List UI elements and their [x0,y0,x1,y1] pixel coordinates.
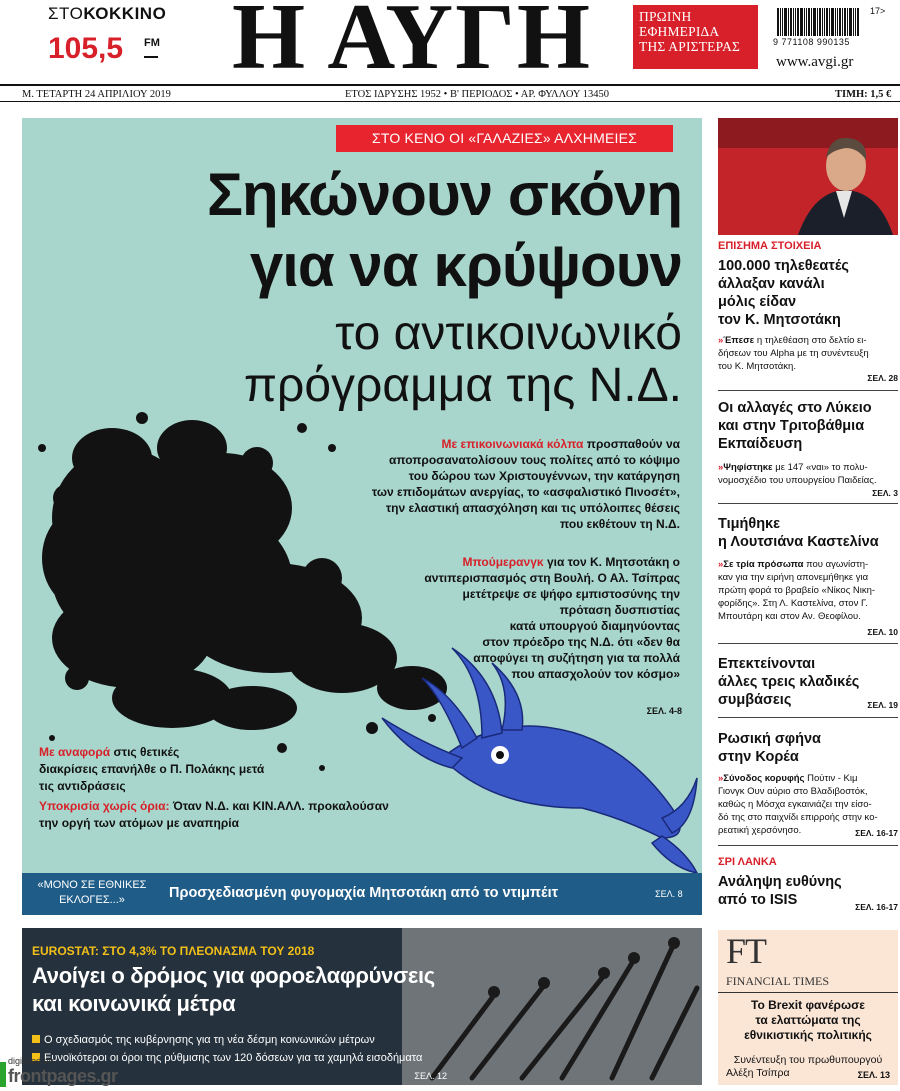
chevron-right-icon: » [718,335,724,346]
barcode-bar [780,8,781,36]
debate-page-ref: ΣΕΛ. 8 [655,889,683,899]
sidebar-page-ref: ΣΕΛ. 28 [867,373,898,383]
barcode-bar [837,8,838,36]
body-line: του Κ. Μητσοτάκη. [718,361,796,372]
barcode-bar [835,8,836,36]
tagline-line: ΤΗΣ ΑΡΙΣΤΕΡΑΣ [639,39,741,54]
sidebar-divider [718,845,898,846]
barcode-bar [857,8,859,36]
body-line: φορίδης». Στη Λ. Καστελίνα, στον Γ. [718,598,868,609]
headline-line: Εκπαίδευση [718,436,803,452]
body-line: ρεατική χερσόνησο. [718,825,802,836]
barcode-bar [806,8,807,36]
headline-line: η Λουτσιάνα Καστελίνα [718,534,879,550]
sidebar-kicker: ΕΠΙΣΗΜΑ ΣΤΟΙΧΕΙΑ [718,240,822,252]
barcode [777,8,877,36]
paragraph-line: για τον Κ. Μητσοτάκη ο [546,555,680,569]
feature-headline-line[interactable]: το αντικοινωνικό [335,307,682,360]
issue-date: Μ. ΤΕΤΑΡΤΗ 24 ΑΠΡΙΛΙΟΥ 2019 [22,89,171,100]
barcode-bar [784,8,787,36]
headline-line: τα ελαττώματα της [755,1013,861,1027]
barcode-bar [790,8,792,36]
debate-quote [27,878,157,908]
barcode-bar [824,8,825,36]
debate-bar[interactable] [22,873,702,915]
barcode-bar [793,8,794,36]
headline-line: και κοινωνικά μέτρα [32,991,236,1016]
headline-line: Ρωσική σφήνα [718,731,821,747]
barcode-bar [849,8,852,36]
chevron-right-icon: » [718,773,724,784]
sidebar-headline[interactable] [718,730,821,766]
headline-line: 100.000 τηλεθεατές [718,258,849,274]
barcode-bar [800,8,803,36]
bullet-text: Ευνοϊκότεροι οι όροι της ρύθμισης των 120 δόσεων για τα χαμηλά εισοδήματα [44,1052,423,1064]
chevron-right-icon: » [718,462,724,473]
body-line: με 147 «ναι» το πολυ- [775,462,868,473]
body-line: δό της στο παιχνίδι επιρροής στην κο- [718,812,878,823]
paragraph-line: του δώρου των Χριστουγέννων, την κατάργηση [408,469,680,483]
note-line: την οργή των ατόμων με αναπηρία [39,816,239,830]
headline-line: Το Brexit φανέρωσε [751,998,865,1012]
body-line: πρώτη φορά το βραβείο «Νίκος Νικη- [718,585,876,596]
radio-ad[interactable] [48,4,173,76]
left-note-2 [39,798,389,832]
note-line: Όταν Ν.Δ. και ΚΙΝ.ΑΛΛ. προκαλούσαν [172,799,389,813]
watermark-bar [0,1062,6,1087]
headline-line: Οι αλλαγές στο Λύκειο [718,400,872,416]
left-note-1 [39,744,264,795]
note-line: τις αντιδράσεις [39,779,126,793]
feature-paragraph-2 [424,554,680,682]
paragraph-line: κατά υπουργού διαμηνύοντας [509,619,680,633]
headline-line: Ανάληψη ευθύνης [718,874,842,890]
chevron-right-icon: » [718,559,724,570]
barcode-bar [855,8,856,36]
note-lead: Υποκρισία χωρίς όρια: [39,799,170,813]
barcode-bar [847,8,848,36]
ft-page-ref: ΣΕΛ. 13 [857,1070,890,1080]
body-line: καν για την ειρήνη απονεμήθηκε για [718,572,869,583]
feature-headline-line[interactable]: πρόγραμμα της Ν.Δ. [243,359,682,412]
price: ΤΙΜΗ: 1,5 € [835,89,892,100]
body-line: η τηλεθέαση στο δελτίο ει- [756,335,867,346]
barcode-bar [817,8,818,36]
sidebar-headline[interactable] [718,515,879,551]
paragraph-lead: Με επικοινωνιακά κόλπα [441,437,584,451]
note-line: διακρίσεις επανήλθε ο Π. Πολάκης μετά [39,762,265,776]
headline-line: άλλαξαν κανάλι [718,276,825,292]
quote-line: ΕΚΛΟΓΕΣ...» [59,894,125,906]
headline-line: Τιμήθηκε [718,516,781,532]
feature-page-ref[interactable]: ΣΕΛ. 4-8 [646,706,682,716]
paragraph-lead: Μπούμερανγκ [462,555,544,569]
main-feature[interactable] [22,118,702,873]
sidebar-kicker: ΣΡΙ ΛΑΝΚΑ [718,856,777,868]
sidebar-divider [718,503,898,504]
body-line: δήσεων του Alpha με τη συνέντευξη [718,348,869,359]
barcode-bar [804,8,805,36]
interview-line: Αλέξη Τσίπρα [726,1067,790,1079]
watermark-site: frontpages.gr [8,1066,118,1086]
newspaper-logo[interactable]: Η ΑΥΓΗ [231,0,593,89]
body-lead: Έπεσε [723,335,755,346]
issue-code: 17> [870,6,886,16]
sidebar-headline[interactable] [718,655,859,709]
body-line: Μπουτάρη και στον Αν. Θεοφίλου. [718,611,861,622]
bullet-text: Ο σχεδιασμός της κυβέρνησης για τη νέα δέσμη κοινωνικών μέτρων [44,1034,375,1046]
paragraph-line: μετέτρεψε σε ψήφο εμπιστοσύνης την [462,587,680,601]
body-line: νομοσχέδιο του υπουργείου Παιδείας. [718,475,877,486]
barcode-bar [826,8,828,36]
paragraph-line: των επιδομάτων ανεργίας, το «ασφαλιστικό Πινοσέτ», [371,485,680,499]
barcode-bar [813,8,816,36]
radio-frequency: 105,5 [48,32,124,65]
paragraph-line: που εκθέτουν τη Ν.Δ. [560,517,680,531]
barcode-bar [797,8,799,36]
quote-line: «ΜΟΝΟ ΣΕ ΕΘΝΙΚΕΣ [37,879,147,891]
story-page-ref: ΣΕΛ. 12 [414,1071,447,1081]
tagline-box [633,5,758,69]
story-kicker: EUROSTAT: ΣΤΟ 4,3% ΤΟ ΠΛΕΟΝΑΣΜΑ ΤΟΥ 2018 [32,944,315,958]
note-line: στις θετικές [113,745,180,759]
note-lead: Με αναφορά [39,745,111,759]
paragraph-line: αντιπερισπασμός στη Βουλή. Ο Αλ. Τσίπρας [424,571,680,585]
sidebar-page-ref: ΣΕΛ. 10 [867,627,898,637]
headline-line: Ανοίγει ο δρόμος για φοροελαφρύνσεις [32,963,435,988]
barcode-bar [808,8,810,36]
sidebar-page-ref: ΣΕΛ. 19 [867,700,898,710]
ft-divider [718,992,898,993]
headline-line: εθνικιστικής πολιτικής [744,1028,872,1042]
paragraph-line: στον πρόεδρο της Ν.Δ. ότι «δεν θα [482,635,680,649]
headline-line: στην Κορέα [718,749,799,765]
barcode-bar [819,8,821,36]
sidebar-body [718,558,898,623]
sidebar-divider [718,643,898,644]
paragraph-line: αποπροσανατολίσουν τους πολίτες από το κόψιμο [388,453,680,467]
headline-line: άλλες τρεις κλαδικές [718,674,860,690]
debate-title: Προσχεδιασμένη φυγομαχία Μητσοτάκη από το ντιμπέιτ [169,885,559,901]
headline-line: τον Κ. Μητσοτάκη [718,312,841,328]
barcode-number: 9 771108 990135 [773,37,850,47]
barcode-bar [839,8,841,36]
paragraph-line: που απασχολούν τον κόσμο» [511,667,680,681]
watermark [0,1056,150,1091]
body-line: καθώς η Μόσχα εγκαινιάζει την είσο- [718,799,872,810]
sidebar-headline[interactable] [718,257,849,329]
radio-band: FM [144,37,160,49]
body-line: Γιονγκ Ουν αύριο στο Βλαδιβοστόκ, [718,786,868,797]
body-lead: Σύνοδος κορυφής [723,773,805,784]
barcode-bar [831,8,834,36]
headline-line: Επεκτείνονται [718,656,816,672]
watermark-small: digitized by [8,1056,54,1066]
barcode-bar [811,8,812,36]
barcode-bar [788,8,789,36]
story-bullet [32,1034,375,1046]
feature-headline-line[interactable]: Σηκώνουν σκόνη [207,161,682,228]
barcode-bar [777,8,779,36]
sidebar-page-ref: ΣΕΛ. 3 [872,488,898,498]
squid-pupil [496,751,504,759]
bullet-square-icon [32,1035,40,1043]
barcode-bar [829,8,830,36]
sidebar-headline[interactable] [718,399,872,453]
barcode-bar [795,8,796,36]
right-column [718,118,898,1086]
feature-kicker: ΣΤΟ ΚΕΝΟ ΟΙ «ΓΑΛΑΖΙΕΣ» ΑΛΧΗΜΕΙΕΣ [336,125,673,152]
headline-line: και στην Τριτοβάθμια [718,418,865,434]
barcode-bar [842,8,843,36]
website-link[interactable]: www.avgi.gr [776,54,854,70]
ft-headline [718,998,898,1043]
financial-times-box[interactable] [718,930,898,1085]
paragraph-line: προσπαθούν να [586,437,680,451]
story-headline[interactable] [32,962,435,1018]
barcode-bar [844,8,846,36]
barcode-bar [822,8,823,36]
mitsotakis-photo[interactable] [718,118,898,235]
tagline-line: ΕΦΗΜΕΡΙΔΑ [639,24,720,39]
paragraph-line: αποφύγει τη συζήτηση για τα πολλά [473,651,680,665]
ft-name: FINANCIAL TIMES [726,974,830,988]
dateline [0,84,900,102]
radio-underline [144,56,158,58]
sidebar-divider [718,717,898,718]
sidebar-divider [718,390,898,391]
interview-line: Συνέντευξη του πρωθυπουργού [733,1054,883,1066]
paragraph-line: πρόταση δυσπιστίας [559,603,680,617]
body-lead: Ψηφίστηκε [723,462,773,473]
headline-line: από το ISIS [718,892,798,908]
sidebar-body [718,334,898,373]
body-line: Πούτιν - Κιμ [807,773,858,784]
body-lead: Σε τρία πρόσωπα [723,559,804,570]
ft-logo: FT [726,931,767,971]
sidebar-headline[interactable] [718,873,842,909]
barcode-bar [853,8,854,36]
masthead [0,0,900,89]
feature-paragraph-1 [372,436,680,532]
radio-brand: ΣΤΟΚΟΚΚΙΝΟ [48,4,167,23]
barcode-bar [782,8,783,36]
headline-line: συμβάσεις [718,692,792,708]
headline-line: μόλις είδαν [718,294,797,310]
paragraph-line: την ελαστική απασχόληση και τις υπόλοιπες θέσεις [385,501,680,515]
sidebar-body [718,461,898,487]
body-line: που αγωνίστη- [806,559,869,570]
sidebar-page-ref: ΣΕΛ. 16-17 [855,902,898,912]
feature-headline-line[interactable]: για να κρύψουν [249,232,682,299]
sidebar-page-ref: ΣΕΛ. 16-17 [855,828,898,838]
portrait-illustration [718,118,898,235]
tagline-line: ΠΡΩΙΝΗ [639,9,692,24]
edition-info: ΕΤΟΣ ΙΔΡΥΣΗΣ 1952 • Β' ΠΕΡΙΟΔΟΣ • ΑΡ. ΦΥΛΛΟΥ 13450 [345,89,609,100]
